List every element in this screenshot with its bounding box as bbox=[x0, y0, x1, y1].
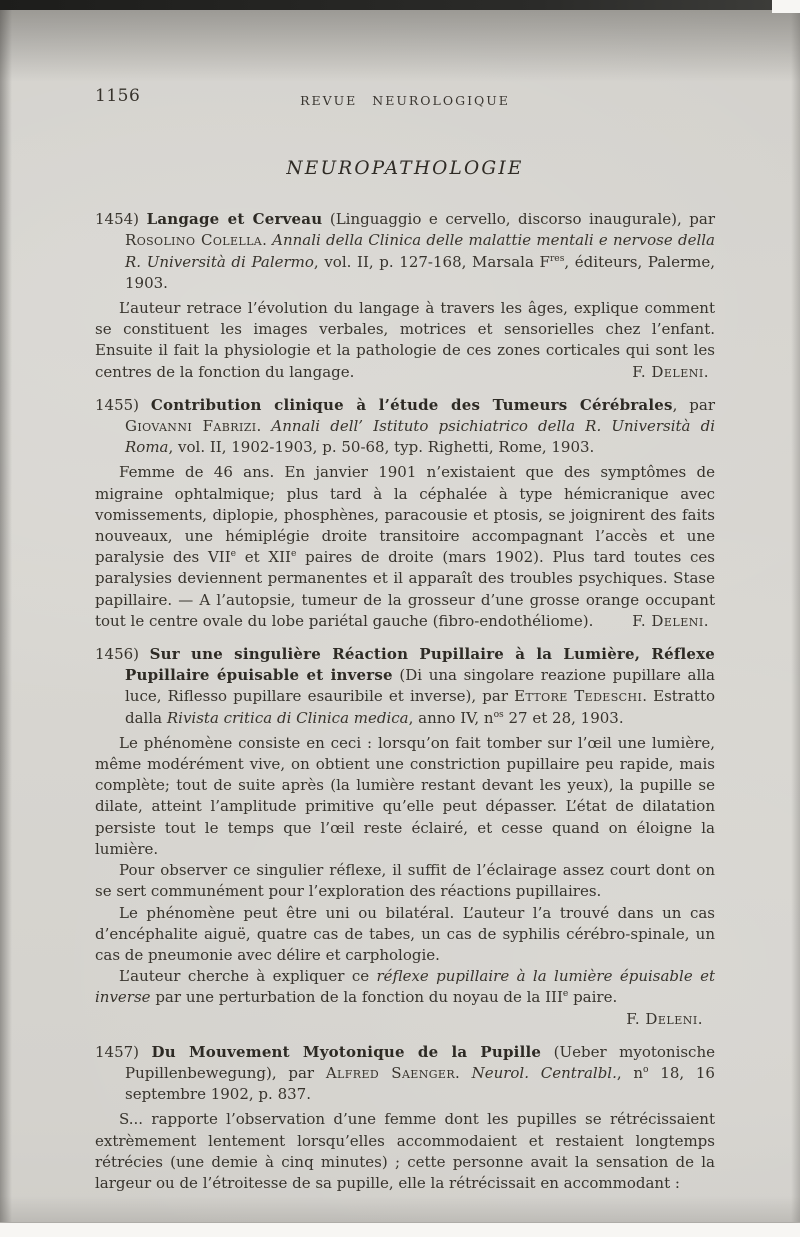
scan-bottom-shadow bbox=[0, 1196, 800, 1222]
running-header bbox=[95, 86, 715, 108]
entry-paragraph bbox=[95, 1109, 715, 1194]
scan-bottom-edge bbox=[0, 1222, 800, 1237]
text-segment: et XII bbox=[236, 548, 291, 567]
entries bbox=[95, 209, 715, 1194]
text-segment: o bbox=[643, 1064, 649, 1075]
text-segment: . bbox=[256, 417, 272, 436]
entry-number: 1457) bbox=[95, 1042, 152, 1061]
text-segment: Du Mouvement Myotonique de la Pupille bbox=[151, 1042, 542, 1061]
entry-number: 1456) bbox=[95, 645, 150, 664]
text-segment: par une perturbation de la fonction du noyau de la III bbox=[150, 988, 563, 1007]
text-segment: Annali dell’ Istituto psichiatrico della R. Università di Roma bbox=[125, 417, 716, 457]
text-segment: Giovanni Fabrizi bbox=[125, 417, 257, 436]
text-segment: réflexe pupillaire à la lumière épuisable et inverse bbox=[95, 967, 715, 1007]
entry-heading bbox=[95, 395, 715, 459]
scan-right-edge bbox=[791, 0, 800, 1222]
entry-paragraph bbox=[95, 903, 715, 967]
text-segment: Rivista critica di Clinica medica bbox=[166, 708, 409, 727]
entry-paragraph bbox=[95, 298, 715, 383]
entry-number: 1455) bbox=[95, 395, 151, 414]
entry-1457 bbox=[95, 1042, 715, 1194]
section-title: NEUROPATHOLOGIE bbox=[286, 158, 524, 179]
text-segment: Langage et Cerveau bbox=[146, 210, 323, 229]
text-segment: Contribution clinique à l’étude des Tumeurs Cérébrales bbox=[150, 395, 673, 414]
text-segment: Annali della Clinica delle malattie mentali e nervose della R. Università di Palermo bbox=[125, 231, 715, 271]
entry-number: 1454) bbox=[95, 210, 147, 229]
reviewer-signature: F. Deleni. bbox=[626, 1009, 703, 1028]
text-segment: , anno IV, n bbox=[408, 708, 494, 727]
page-number: 1156 bbox=[95, 86, 141, 106]
text-segment: 18, 16 septembre 1902, p. 837. bbox=[125, 1063, 715, 1104]
text-segment: Le phénomène consiste en ceci : lorsqu’on fait tomber sur l’œil une lumière, même modérément vive, on obtient une constriction pupillaire peu rapide, mais complète; tout de suite après (la lumière restant devant les yeux), la pupille se dilate, atteint l’amplitude primitive qu’elle peut dépasser. L’état de dilatation persiste tout le temps que l’œil reste éclairé, et cesse quand on éloigne la lumière. bbox=[95, 733, 715, 858]
text-segment: , par bbox=[672, 395, 715, 414]
journal-title: REVUE NEUROLOGIQUE bbox=[300, 93, 510, 108]
page-content bbox=[95, 0, 715, 1194]
entry-heading bbox=[95, 644, 715, 729]
text-segment: (Ueber myotonische Pupillenbewegung), par bbox=[125, 1042, 715, 1082]
text-segment: Alfred Saenger bbox=[325, 1063, 456, 1082]
text-segment: . bbox=[262, 231, 273, 250]
text-segment: . Estratto dalla bbox=[125, 687, 715, 727]
text-segment: e bbox=[562, 989, 569, 1000]
text-segment: L’auteur retrace l’évolution du langage à travers les âges, explique comment se constituent les images verbales, motrices et sensorielles chez l’enfant. Ensuite il fait la physiologie et la pathologie de ces zones corticales qui sont les centres de la fonction du langage. bbox=[95, 299, 715, 381]
entry-paragraph bbox=[95, 462, 715, 632]
text-segment: S... rapporte l’observation d’une femme dont les pupilles se rétrécissaient extrèmement lentement lorsqu’elles accommodaient et restaient longtemps rétrécies (une demie à cinq minutes) ; cette personne avait la sensation de la largeur ou de l’étroitesse de sa pupille, elle la rétrécissait en accommodant : bbox=[95, 1110, 715, 1192]
reviewer-signature-line bbox=[95, 1009, 715, 1030]
scan-left-edge bbox=[0, 0, 16, 1222]
text-segment: res bbox=[549, 253, 565, 264]
entry-1455 bbox=[95, 395, 715, 632]
reviewer-signature: F. Deleni. bbox=[632, 362, 709, 381]
text-segment: 27 et 28, 1903. bbox=[503, 708, 624, 727]
text-segment: e bbox=[290, 549, 297, 560]
scan-top-right-corner bbox=[772, 0, 800, 13]
entry-heading bbox=[95, 209, 715, 294]
reviewer-signature: F. Deleni. bbox=[632, 611, 709, 630]
text-segment: Sur une singulière Réaction Pupillaire à la Lumière, Réflexe Pupillaire épuisable et inverse bbox=[125, 645, 715, 685]
text-segment: (Di una singolare reazione pupillare alla luce, Riflesso pupillare esauribile et inverse), par bbox=[125, 666, 715, 706]
text-segment: L’auteur cherche à expliquer ce bbox=[119, 967, 377, 986]
text-segment: Femme de 46 ans. En janvier 1901 n’existaient que des symptômes de migraine ophtalmique; plus tard à la céphalée à type hémicranique avec vomissements, diplopie, phosphènes, paracousie et ptosis, se joignirent des faits nouveaux, une hémiplégie droite transitoire accompagnant l’accès et une paralysie des VII bbox=[95, 463, 715, 567]
text-segment: paire. bbox=[568, 988, 618, 1007]
text-segment: (Linguaggio e cervello, discorso inaugurale), par bbox=[322, 210, 716, 229]
text-segment: . bbox=[455, 1063, 472, 1082]
text-segment: , vol. II, p. 127-168, Marsala F bbox=[313, 252, 550, 271]
entry-1454 bbox=[95, 209, 715, 383]
entry-paragraph bbox=[95, 860, 715, 902]
text-segment: , vol. II, 1902-1903, p. 50-68, typ. Righetti, Rome, 1903. bbox=[168, 438, 595, 457]
entry-paragraph bbox=[95, 733, 715, 860]
text-segment: Ettore Tedeschi bbox=[514, 687, 643, 706]
text-segment: , éditeurs, Palerme, 1903. bbox=[125, 252, 715, 292]
text-segment: e bbox=[230, 549, 237, 560]
text-segment: os bbox=[493, 709, 504, 720]
text-segment: paires de droite (mars 1902). Plus tard toutes ces paralysies deviennent permanentes et il apparaît des troubles psychiques. Stase papillaire. — A l’autopsie, tumeur de la grosseur d’une grosse orange occupant tout le centre ovale du lobe pariétal gauche (fibro-endothéliome). bbox=[95, 548, 715, 630]
text-segment: Rosolino Colella bbox=[125, 231, 263, 250]
text-segment: Pour observer ce singulier réflexe, il suffit de l’éclairage assez court dont on se sert communément pour l’exploration des réactions pupillaires. bbox=[95, 861, 715, 901]
text-segment: , n bbox=[616, 1063, 644, 1082]
text-segment: Le phénomène peut être uni ou bilatéral. L’auteur l’a trouvé dans un cas d’encéphalite aiguë, quatre cas de tabes, un cas de syphilis cérébro-spinale, un cas de pneumonie avec délire et carphologie. bbox=[95, 903, 715, 964]
entry-heading bbox=[95, 1042, 715, 1106]
text-segment: Neurol. Centralbl. bbox=[471, 1063, 617, 1082]
entry-1456 bbox=[95, 644, 715, 1030]
entry-paragraph bbox=[95, 966, 715, 1008]
